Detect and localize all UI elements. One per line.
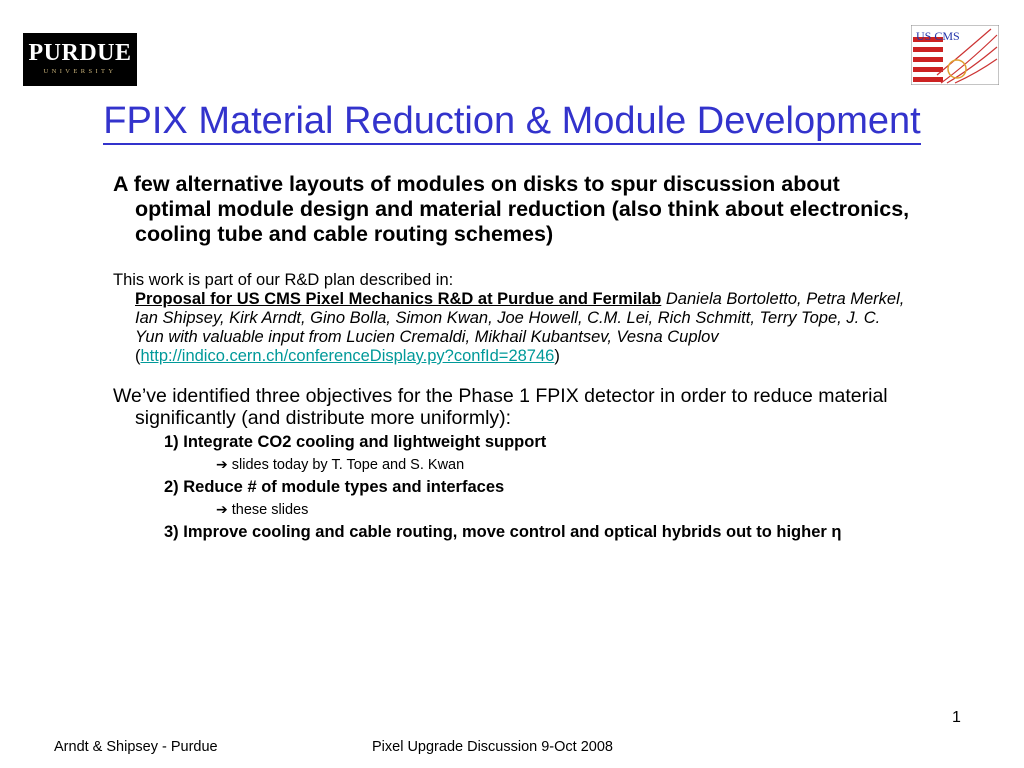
footer-authors: Arndt & Shipsey - Purdue [54, 739, 218, 755]
proposal-url-link[interactable]: http://indico.cern.ch/conferenceDisplay.py?confId=28746 [140, 347, 555, 365]
page-number: 1 [952, 709, 961, 726]
proposal-title-link[interactable]: Proposal for US CMS Pixel Mechanics R&D at Purdue and Fermilab [135, 290, 662, 308]
purdue-logo-name: PURDUE [28, 40, 132, 66]
arrow-right-icon: ➔ [216, 456, 228, 472]
slide-title: FPIX Material Reduction & Module Development [0, 99, 1024, 143]
intro-bullet: A few alternative layouts of modules on disks to spur discussion about optimal module design and material reduction (also think about electronics, cooling tube and cable routing schemes) [113, 172, 910, 246]
purdue-logo [23, 33, 137, 86]
footer-event: Pixel Upgrade Discussion 9-Oct 2008 [372, 739, 613, 755]
objectives-lead: We’ve identified three objectives for the Phase 1 FPIX detector in order to reduce material significantly (and distribute more uniformly): [113, 385, 888, 429]
objective-2: 2) Reduce # of module types and interfaces [164, 478, 505, 496]
arrow-right-icon: ➔ [216, 501, 228, 517]
purdue-logo-subtitle: UNIVERSITY [43, 68, 117, 75]
proposal-authors: Daniela Bortoletto, Petra Merkel, Ian Shipsey, Kirk Arndt, Gino Bolla, Simon Kwan, Joe Howell, C.M. Lei, Rich Schmitt, Terry Tope, J. C. Yun with valuable input from Lucien Cremaldi, Mikhail Kubantsev, Vesna Cuplov [135, 290, 905, 346]
slide-body [113, 172, 913, 542]
objective-1: 1) Integrate CO2 cooling and lightweight support [164, 433, 547, 451]
plan-lead: This work is part of our R&D plan described in: [113, 271, 454, 289]
us-cms-logo [911, 25, 999, 85]
objective-1-sub: ➔ slides today by T. Tope and S. Kwan [216, 456, 465, 473]
us-cms-logo-text: US CMS [916, 29, 960, 43]
proposal-reference: Proposal for US CMS Pixel Mechanics R&D at Purdue and Fermilab Daniela Bortoletto, Petra Merkel, Ian Shipsey, Kirk Arndt, Gino Bolla, Simon Kwan, Joe Howell, C.M. Lei, Rich Schmitt, Terry Tope, J. C. Yun with valuable input from Lucien Cremaldi, Mikhail Kubantsev, Vesna Cuplov (http://indico.cern.ch/conferenceDisplay.py?confId=28746) [135, 290, 905, 365]
objective-2-sub: ➔ these slides [216, 501, 309, 518]
objective-3: 3) Improve cooling and cable routing, move control and optical hybrids out to higher η [164, 523, 842, 541]
